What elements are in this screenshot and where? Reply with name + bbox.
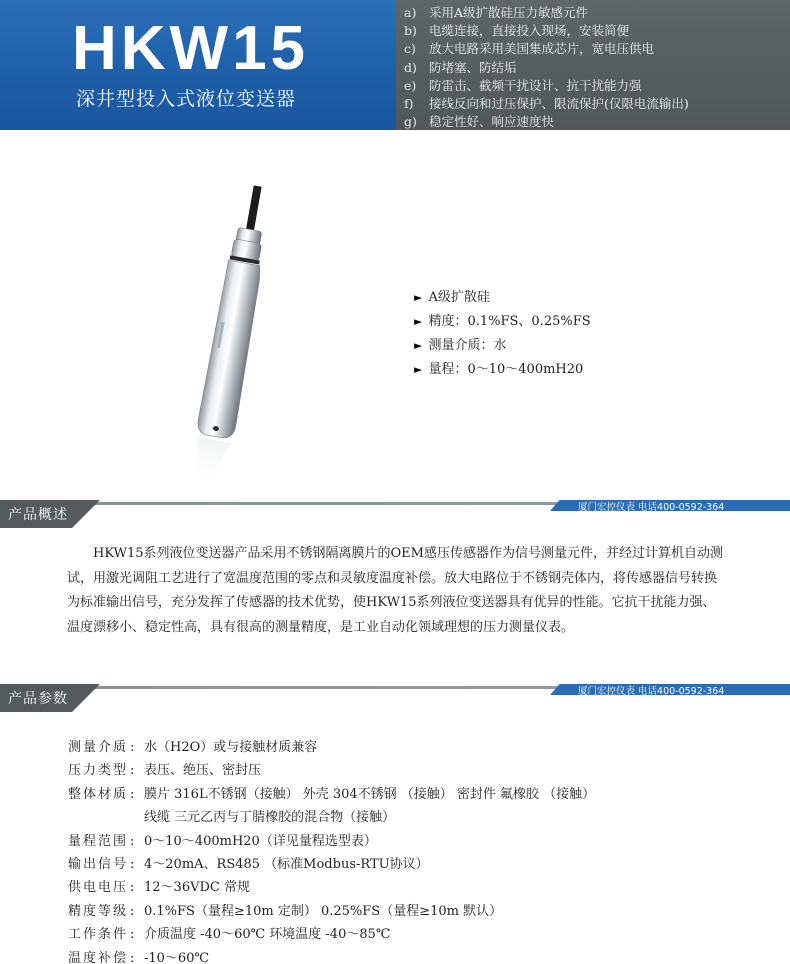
param-label: 供电电压 xyxy=(68,880,126,896)
param-colon: : xyxy=(130,903,135,919)
param-row xyxy=(68,923,768,946)
param-value: 4～20mA、RS485 （标准Modbus-RTU协议） xyxy=(144,856,429,872)
feature-text: 放大电路采用美国集成芯片，宽电压供电 xyxy=(429,41,655,57)
param-label: 测量介质 xyxy=(68,740,126,755)
param-row xyxy=(68,900,768,923)
param-colon: : xyxy=(130,880,135,896)
feature-text: 接线反向和过压保护、限流保护(仅限电流输出) xyxy=(429,96,689,112)
params-section-header xyxy=(0,684,790,712)
param-colon: : xyxy=(130,950,135,964)
param-row xyxy=(68,853,768,876)
param-label: 温度补偿 xyxy=(68,950,126,964)
params-list xyxy=(68,736,768,964)
highlight-text: 量程：0～10～400mH20 xyxy=(428,362,584,377)
param-value: 膜片 316L不锈钢（接触） 外壳 304不锈钢 （接触） 密封件 氟橡胶 （接触） xyxy=(144,786,596,802)
feature-label: g) xyxy=(404,114,417,130)
feature-label: c) xyxy=(404,41,416,57)
overview-section-header xyxy=(0,500,790,528)
param-row xyxy=(68,736,768,759)
param-value: 介质温度 -40～60℃ 环境温度 -40～85℃ xyxy=(144,927,391,943)
param-label: 压力类型 xyxy=(68,763,126,779)
highlight-text: A级扩散硅 xyxy=(428,290,490,305)
feature-label: d) xyxy=(404,59,417,75)
triangle-bullet-icon: ► xyxy=(414,363,423,376)
param-value: 表压、绝压、密封压 xyxy=(144,763,262,779)
feature-item xyxy=(404,59,689,77)
param-colon: : xyxy=(130,740,135,755)
feature-item xyxy=(404,95,689,113)
feature-list xyxy=(404,4,689,131)
triangle-bullet-icon: ► xyxy=(414,291,423,304)
triangle-bullet-icon: ► xyxy=(414,315,423,328)
highlight-item xyxy=(414,334,591,358)
feature-item xyxy=(404,22,689,40)
transmitter-product-image xyxy=(120,180,270,490)
feature-item xyxy=(404,4,689,22)
highlight-text: 精度：0.1%FS、0.25%FS xyxy=(428,314,591,329)
param-label: 量程范围 xyxy=(68,833,126,849)
highlight-list xyxy=(414,286,591,382)
highlight-item xyxy=(414,358,591,382)
param-value: 0.1%FS（量程≥10m 定制） 0.25%FS（量程≥10m 默认） xyxy=(144,903,503,919)
contact-text: 厦门宏控仪表 电话400-0592-364 xyxy=(578,502,725,513)
params-section-title: 产品参数 xyxy=(8,691,68,707)
param-colon: : xyxy=(130,786,135,802)
features-panel xyxy=(396,0,790,130)
param-colon: : xyxy=(130,856,135,872)
feature-text: 稳定性好、响应速度快 xyxy=(429,114,555,130)
feature-text: 采用A级扩散硅压力敏感元件 xyxy=(429,5,589,20)
param-row xyxy=(68,947,768,964)
param-label: 精度等级 xyxy=(68,903,126,919)
product-subtitle: 深井型投入式液位变送器 xyxy=(76,88,297,110)
param-colon: : xyxy=(130,927,135,943)
feature-item xyxy=(404,77,689,95)
feature-label: a) xyxy=(404,5,417,20)
product-model: HKW15 xyxy=(72,14,310,83)
param-row xyxy=(68,783,768,806)
overview-paragraph: HKW15系列液位变送器产品采用不锈钢隔离膜片的OEM感压传感器作为信号测量元件，并经过计算机自动测试，用激光调阻工艺进行了宽温度范围的零点和灵敏度温度补偿。放大电路位于不锈钢壳体内，将传感器信号转换为标准输出信号，充分发挥了传感器的技术优势，使HKW15系列液位变送器具有优异的性能。它抗干扰能力强、温度漂移小、稳定性高，具有很高的测量精度，是工业自动化领域理想的压力测量仪表。 xyxy=(67,546,723,635)
highlight-text: 测量介质：水 xyxy=(428,338,507,353)
param-label: 整体材质 xyxy=(68,786,126,802)
param-value: 12～36VDC 常规 xyxy=(144,880,250,896)
feature-text: 电缆连接，直接投入现场，安装简便 xyxy=(429,23,630,39)
param-row xyxy=(68,876,768,899)
contact-text: 厦门宏控仪表 电话400-0592-364 xyxy=(578,686,725,697)
title-panel xyxy=(0,0,396,130)
param-label: 输出信号 xyxy=(68,856,126,872)
param-row xyxy=(68,759,768,782)
param-label: 工作条件 xyxy=(68,927,126,943)
param-value: 水（H2O）或与接触材质兼容 xyxy=(144,740,318,755)
param-colon: : xyxy=(130,763,135,779)
feature-label: f) xyxy=(404,96,414,112)
feature-item xyxy=(404,113,689,131)
feature-text: 防雷击、截频干扰设计、抗干扰能力强 xyxy=(429,77,642,93)
header-banner xyxy=(0,0,790,130)
feature-text: 防堵塞、防结垢 xyxy=(429,59,517,75)
param-colon: : xyxy=(130,833,135,849)
highlight-item xyxy=(414,286,591,310)
param-value: 线缆 三元乙丙与丁腈橡胶的混合物（接触） xyxy=(144,810,396,826)
feature-label: e) xyxy=(404,77,417,93)
param-value: -10～60℃ xyxy=(144,950,210,964)
param-value: 0～10～400mH20（详见量程选型表） xyxy=(144,833,377,849)
feature-item xyxy=(404,40,689,58)
param-row xyxy=(68,830,768,853)
param-row xyxy=(68,806,768,829)
triangle-bullet-icon: ► xyxy=(414,339,423,352)
feature-label: b) xyxy=(404,23,417,39)
highlight-item xyxy=(414,310,591,334)
overview-section-title: 产品概述 xyxy=(8,507,68,523)
